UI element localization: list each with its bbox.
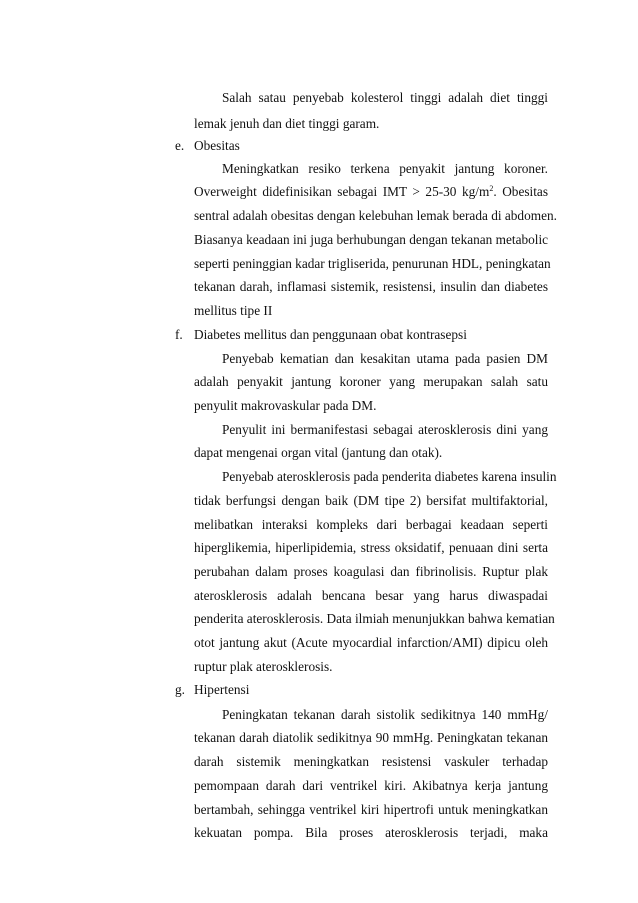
section-f-p3-line-6: aterosklerosis adalah bencana besar yang harus diwaspadai xyxy=(194,588,548,603)
section-f-p2-line-1: Penyulit ini bermanifestasi sebagai aterosklerosis dini yang xyxy=(222,422,548,437)
section-g-p1-line-2: tekanan darah diatolik sedikitnya 90 mmHg. Peningkatan tekanan xyxy=(194,730,548,745)
section-f-p1-line-3: penyulit makrovaskular pada DM. xyxy=(194,398,377,413)
section-g-p1-line-5: bertambah, sehingga ventrikel kiri hipertrofi untuk meningkatkan xyxy=(194,802,548,817)
section-g-p1-line-1: Peningkatan tekanan darah sistolik sedikitnya 140 mmHg/ xyxy=(222,707,548,722)
section-f-p1-line-1: Penyebab kematian dan kesakitan utama pada pasien DM xyxy=(222,351,548,366)
section-e-line-4: Biasanya keadaan ini juga berhubungan dengan tekanan metabolic xyxy=(194,232,549,247)
section-f-p3-line-7: penderita aterosklerosis. Data ilmiah menunjukkan bahwa kematian xyxy=(194,611,555,626)
section-e-marker: e. xyxy=(175,138,185,153)
section-g-marker: g. xyxy=(175,682,185,697)
section-g-p1-line-4: pemompaan darah dari ventrikel kiri. Akibatnya kerja jantung xyxy=(194,778,548,793)
section-f-p3-line-2: tidak berfungsi dengan baik (DM tipe 2) bersifat multifaktorial, xyxy=(194,493,548,508)
section-e-line-2b: . Obesitas xyxy=(493,184,548,199)
superscript-2: 2 xyxy=(489,184,494,193)
section-e-line-1: Meningkatkan resiko terkena penyakit jantung koroner. xyxy=(222,161,548,176)
intro-line-2: lemak jenuh dan diet tinggi garam. xyxy=(194,116,380,131)
section-f-p3-line-3: melibatkan interaksi kompleks dari berbagai keadaan seperti xyxy=(194,517,548,532)
section-e-line-3: sentral adalah obesitas dengan kelebuhan lemak berada di abdomen. xyxy=(194,208,557,223)
section-e-line-2 xyxy=(194,182,548,202)
section-f-title: Diabetes mellitus dan penggunaan obat kontrasepsi xyxy=(194,327,467,342)
section-f-p1-line-2: adalah penyakit jantung koroner yang merupakan salah satu xyxy=(194,374,548,389)
section-e-title: Obesitas xyxy=(194,138,240,153)
section-e-line-2a: Overweight didefinisikan sebagai IMT > 25-30 kg/m xyxy=(194,184,490,199)
section-f-p3-line-1: Penyebab aterosklerosis pada penderita diabetes karena insulin xyxy=(222,469,557,484)
section-g-p1-line-6: kekuatan pompa. Bila proses aterosklerosis terjadi, maka xyxy=(194,825,548,840)
section-e-line-7: mellitus tipe II xyxy=(194,303,273,318)
section-g-p1-line-3: darah sistemik meningkatkan resistensi vaskuler terhadap xyxy=(194,754,548,769)
section-f-p3-line-4: hiperglikemia, hiperlipidemia, stress oksidatif, penuaan dini serta xyxy=(194,540,548,555)
section-f-p3-line-8: otot jantung akut (Acute myocardial infarction/AMI) dipicu oleh xyxy=(194,635,548,650)
section-g-title: Hipertensi xyxy=(194,682,250,697)
intro-line-1: Salah satau penyebab kolesterol tinggi adalah diet tinggi xyxy=(222,90,548,105)
section-f-p3-line-9: ruptur plak aterosklerosis. xyxy=(194,659,333,674)
section-e-line-5: seperti peninggian kadar trigliserida, penurunan HDL, peningkatan xyxy=(194,256,551,271)
section-f-marker: f. xyxy=(175,327,183,342)
section-f-p3-line-5: perubahan dalam proses koagulasi dan fibrinolisis. Ruptur plak xyxy=(194,564,548,579)
section-e-line-6: tekanan darah, inflamasi sistemik, resistensi, insulin dan diabetes xyxy=(194,279,548,294)
section-f-p2-line-2: dapat mengenai organ vital (jantung dan otak). xyxy=(194,445,443,460)
